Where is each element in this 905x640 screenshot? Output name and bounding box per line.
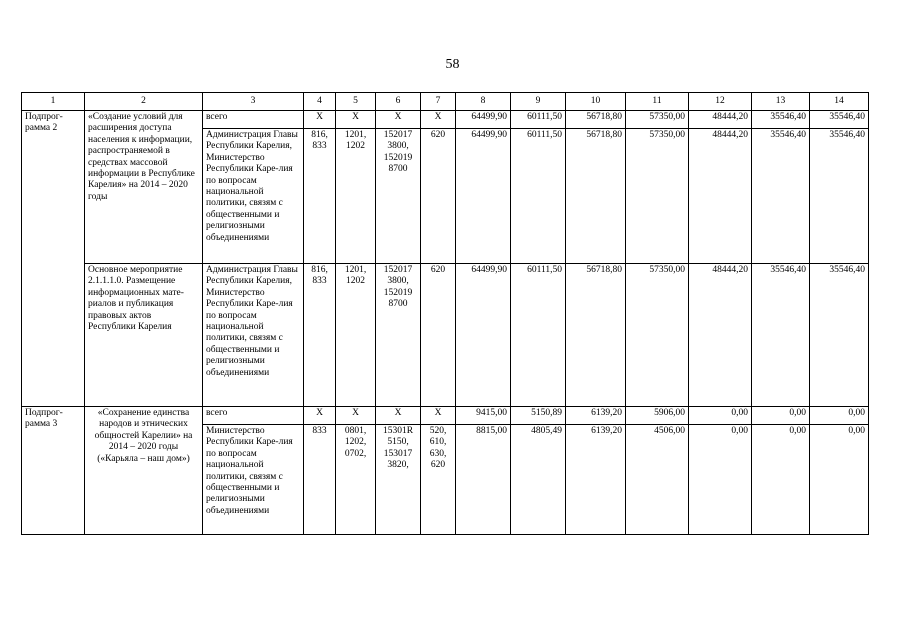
- table-cell: 64499,90: [456, 264, 511, 407]
- table-cell: 60111,50: [511, 111, 566, 129]
- table-cell: 56718,80: [566, 264, 626, 407]
- table-cell: 0,00: [752, 407, 810, 425]
- table-cell: 5906,00: [626, 407, 689, 425]
- table-cell: 60111,50: [511, 129, 566, 264]
- table-cell: 152017 3800, 152019 8700: [376, 129, 421, 264]
- table-cell: 816, 833: [304, 264, 336, 407]
- table-cell: 4805,49: [511, 425, 566, 535]
- header-cell: 5: [336, 93, 376, 111]
- table-cell: 56718,80: [566, 111, 626, 129]
- header-cell: 2: [85, 93, 203, 111]
- table-cell: 48444,20: [689, 111, 752, 129]
- table-cell: 35546,40: [752, 264, 810, 407]
- subprogram-title: «Создание условий для расширения доступа населения к информации, распространяемой в средствах массовой информации в Республике Карелия» на 2014 – 2020 годы: [85, 111, 203, 264]
- table-cell: 5150,89: [511, 407, 566, 425]
- table-cell: 1201, 1202: [336, 264, 376, 407]
- table-cell: 6139,20: [566, 407, 626, 425]
- table-cell: 0,00: [810, 425, 869, 535]
- table-cell: 4506,00: [626, 425, 689, 535]
- page-number: 58: [445, 57, 460, 72]
- table-cell: 64499,90: [456, 111, 511, 129]
- header-row: [22, 93, 869, 111]
- table-cell: 57350,00: [626, 264, 689, 407]
- header-cell: 8: [456, 93, 511, 111]
- header-cell: 3: [203, 93, 304, 111]
- table-cell: 35546,40: [810, 111, 869, 129]
- table-cell: 57350,00: [626, 129, 689, 264]
- header-cell: 12: [689, 93, 752, 111]
- activity-title: Основное мероприятие 2.1.1.1.0. Размещение информационных мате-риалов и публикация правовых актов Республики Карелия: [85, 264, 203, 407]
- total-label: всего: [203, 407, 304, 425]
- table-cell: Х: [421, 407, 456, 425]
- table-cell: 57350,00: [626, 111, 689, 129]
- header-cell: 13: [752, 93, 810, 111]
- subprogram-label: Подпрог-рамма 3: [22, 407, 85, 535]
- table-cell: 9415,00: [456, 407, 511, 425]
- table-cell: 48444,20: [689, 264, 752, 407]
- table-cell: 60111,50: [511, 264, 566, 407]
- header-cell: 11: [626, 93, 689, 111]
- executor-name: Администрация Главы Республики Карелия, Министерство Республики Каре-лия по вопросам национальной политики, связям с общественными и религиозными объединениями: [203, 264, 304, 407]
- table-cell: 0,00: [689, 425, 752, 535]
- table-cell: Х: [336, 111, 376, 129]
- table-cell: Х: [376, 111, 421, 129]
- header-cell: 9: [511, 93, 566, 111]
- header-cell: 1: [22, 93, 85, 111]
- table-cell: 0,00: [689, 407, 752, 425]
- table-cell: Х: [304, 407, 336, 425]
- table-row: [22, 407, 869, 425]
- table-cell: Х: [376, 407, 421, 425]
- table-cell: 35546,40: [810, 264, 869, 407]
- table-cell: 35546,40: [752, 111, 810, 129]
- table-cell: 35546,40: [752, 129, 810, 264]
- header-cell: 14: [810, 93, 869, 111]
- header-cell: 7: [421, 93, 456, 111]
- table-cell: 48444,20: [689, 129, 752, 264]
- table-row: [22, 111, 869, 129]
- budget-table: [21, 92, 869, 535]
- header-cell: 4: [304, 93, 336, 111]
- executor-name: Администрация Главы Республики Карелия, Министерство Республики Каре-лия по вопросам национальной политики, связям с общественными и религиозными объединениями: [203, 129, 304, 264]
- table-cell: 56718,80: [566, 129, 626, 264]
- table-cell: Х: [336, 407, 376, 425]
- total-label: всего: [203, 111, 304, 129]
- table-cell: 0801, 1202, 0702,: [336, 425, 376, 535]
- table-cell: 0,00: [752, 425, 810, 535]
- table-cell: 816, 833: [304, 129, 336, 264]
- table-cell: 520, 610, 630, 620: [421, 425, 456, 535]
- executor-name: Министерство Республики Каре-лия по вопросам национальной политики, связям с общественными и религиозными объединениями: [203, 425, 304, 535]
- table-cell: 0,00: [810, 407, 869, 425]
- table-cell: Х: [421, 111, 456, 129]
- table-cell: 152017 3800, 152019 8700: [376, 264, 421, 407]
- table-cell: 1201, 1202: [336, 129, 376, 264]
- table-cell: 64499,90: [456, 129, 511, 264]
- table-cell: 35546,40: [810, 129, 869, 264]
- table-cell: Х: [304, 111, 336, 129]
- subprogram-title: «Сохранение единства народов и этнических общностей Карелии» на 2014 – 2020 годы («Карьяла – наш дом»): [85, 407, 203, 535]
- table-row: [22, 264, 869, 407]
- table-cell: 8815,00: [456, 425, 511, 535]
- table-cell: 15301R 5150, 153017 3820,: [376, 425, 421, 535]
- table-cell: 620: [421, 264, 456, 407]
- table-cell: 833: [304, 425, 336, 535]
- subprogram-label: Подпрог-рамма 2: [22, 111, 85, 407]
- header-cell: 10: [566, 93, 626, 111]
- table-cell: 6139,20: [566, 425, 626, 535]
- header-cell: 6: [376, 93, 421, 111]
- table-cell: 620: [421, 129, 456, 264]
